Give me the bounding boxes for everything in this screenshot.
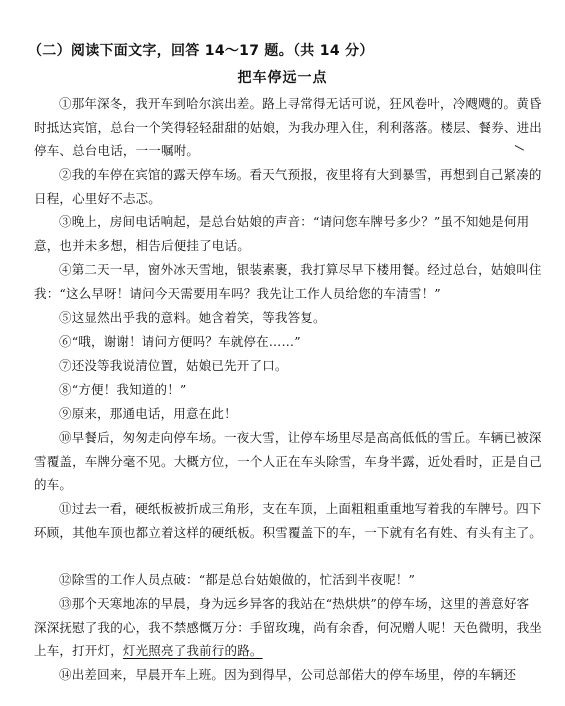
paragraph-13 <box>34 592 542 663</box>
paragraph-2: ②我的车停在宾馆的露天停车场。看天气预报，夜里将有大到暴雪，再想到自己紧凑的日程，心里好不忐忑。 <box>34 167 542 206</box>
paragraph-3: ③晚上，房间电话响起，是总台姑娘的声音：“请问您车牌号多少？”虽不知她是何用意，也并未多想，相告后便挂了电话。 <box>34 214 530 253</box>
paragraph-4: ④第二天一早，窗外冰天雪地，银装素裹，我打算尽早下楼用餐。经过总台，姑娘叫住我：“这么早呀！请问今天需要用车吗？我先让工作人员给您的车清雪！” <box>34 262 542 301</box>
paragraph-10: ⑩早餐后，匆匆走向停车场。一夜大雪，让停车场里尽是高高低低的雪丘。车辆已被深雪覆盖，车牌分毫不见。大概方位，一个人正在车头除雪，车身半露，近处看时，正是自己的车。 <box>34 430 543 492</box>
paragraph-14: ⑭出差回来，早晨开车上班。因为到得早，公司总部偌大的停车场里，停的车辆还 <box>59 667 517 682</box>
paragraph-11: ⑪过去一看，硬纸板被折成三角形，支在车顶，上面粗粗重重地写着我的车牌号。四下环顾，其他车顶也都立着这样的硬纸板。积雪覆盖下的车，一下就有名有姓、有头有主了。 <box>34 501 543 540</box>
paragraph-6: ⑥“哦，谢谢！请问方便吗？车就停在……” <box>59 334 301 349</box>
paragraph-5: ⑤这显然出乎我的意料。她含着笑，等我答复。 <box>59 310 326 325</box>
underlined-sentence: 灯光照亮了我前行的路。 <box>122 643 263 658</box>
paragraph-8: ⑧“方便！我知道的！” <box>59 382 187 397</box>
section-header: （二）阅读下面文字，回答 14～17 题。（共 14 分） <box>28 43 374 59</box>
paragraph-12: ⑫除雪的工作人员点破：“都是总台姑娘做的，忙活到半夜呢！” <box>59 572 416 587</box>
article-title: 把车停远一点 <box>237 70 328 86</box>
paragraph-7: ⑦还没等我说清位置，姑娘已先开了口。 <box>59 358 288 373</box>
paragraph-1: ①那年深冬，我开车到哈尔滨出差。路上寻常得无话可说，狂风卷叶，冷飕飕的。黄昏时抵达宾馆，总台一个笑得轻轻甜甜的姑娘，为我办理入住，利利落落。楼层、餐券、进出停车、总台电话，一一嘱咐。 <box>34 96 543 158</box>
paragraph-13-text: ⑬那个天寒地冻的早晨，身为远乡异客的我站在“热烘烘”的停车场，这里的善意好客深深抚慰了我的心，我不禁感慨万分：手留玫瑰，尚有余香，何况赠人呢！天色微明，我坐上车，打开灯， <box>34 596 543 658</box>
paragraph-9: ⑨原来，那通电话，用意在此！ <box>59 406 237 421</box>
